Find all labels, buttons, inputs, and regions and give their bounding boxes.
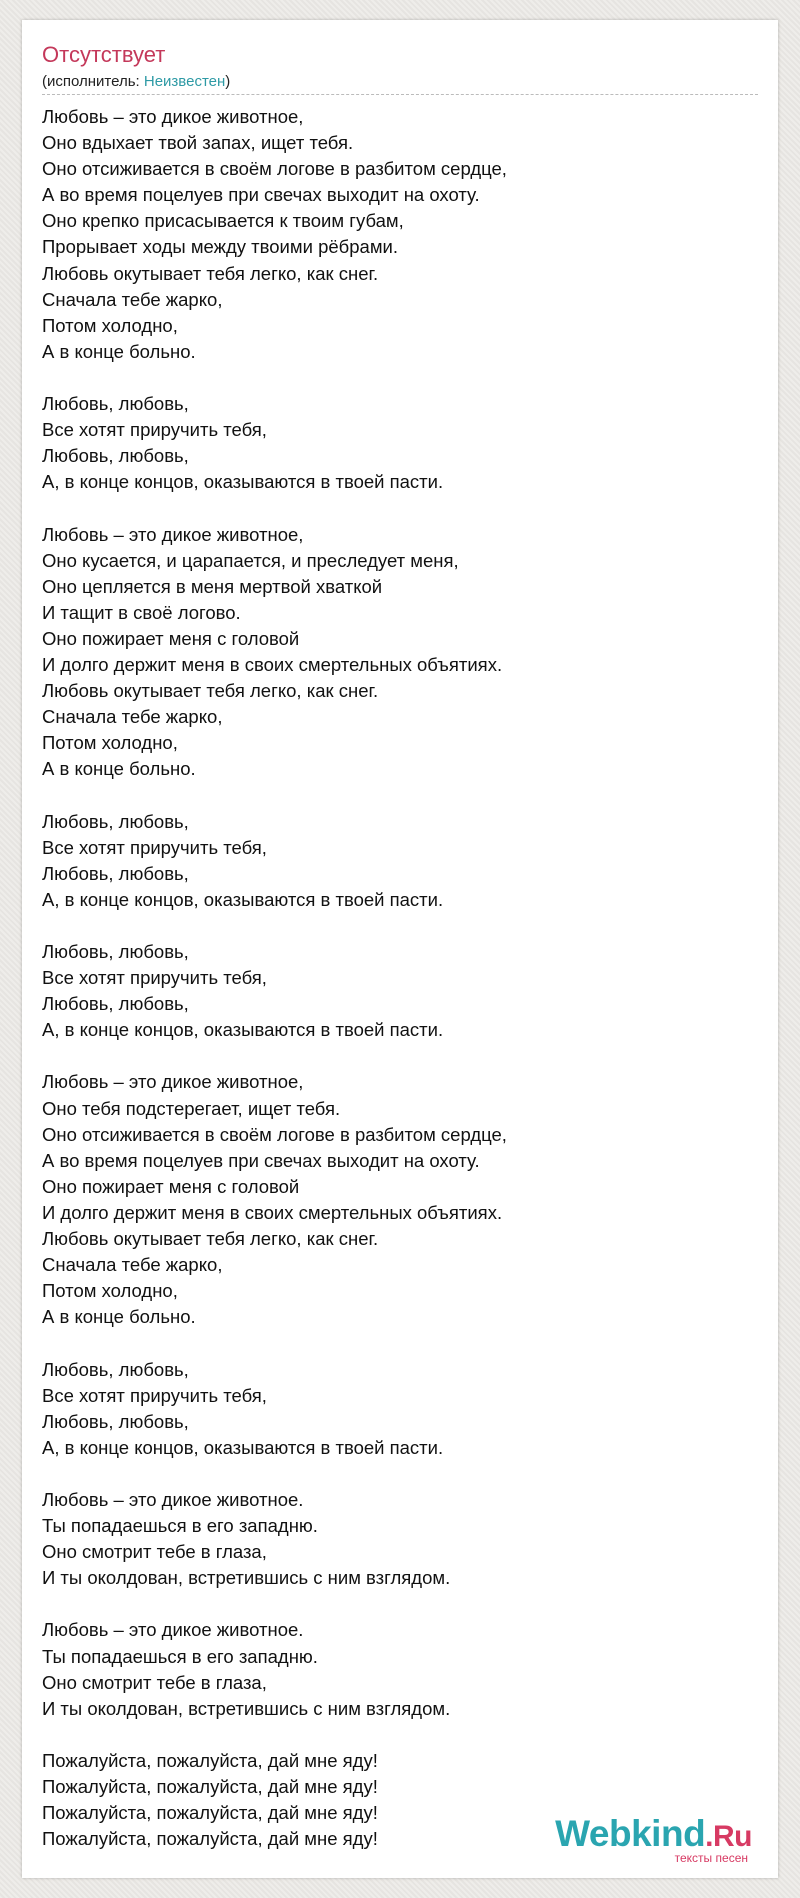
lyric-line: Любовь – это дикое животное.: [42, 1619, 304, 1641]
stanza-break: [42, 1330, 762, 1356]
lyric-line: Любовь, любовь,: [42, 810, 189, 832]
lyric-line: А, в конце концов, оказываются в твоей пасти.: [42, 1019, 444, 1041]
artist-prefix: (исполнитель:: [42, 73, 144, 90]
lyric-line: Любовь, любовь,: [42, 941, 189, 962]
lyrics-card: [22, 20, 778, 1878]
lyric-line: А, в конце концов, оказываются в твоей пасти.: [42, 888, 444, 910]
lyric-line: И ты околдован, встретившись с ним взглядом.: [42, 1697, 451, 1719]
lyric-line: Прорывает ходы между твоими рёбрами.: [42, 236, 399, 258]
stanza-break: [42, 1591, 762, 1617]
lyric-line: Любовь – это дикое животное.: [42, 1488, 304, 1510]
logo-main-text: Webkind: [555, 1813, 706, 1854]
lyric-line: А в конце больно.: [42, 340, 196, 362]
stanza-break: [42, 365, 762, 391]
lyric-line: Ты попадаешься в его западню.: [42, 1645, 318, 1667]
lyric-line: Оно смотрит тебе в глаза,: [42, 1541, 267, 1563]
lyric-line: А, в конце концов, оказываются в твоей пасти.: [42, 471, 444, 493]
lyric-line: Ты попадаешься в его западню.: [42, 1515, 318, 1537]
lyric-line: Пожалуйста, пожалуйста, дай мне яду!: [42, 1828, 378, 1850]
stanza-break: [42, 1043, 762, 1069]
lyric-line: Потом холодно,: [42, 1280, 178, 1302]
lyric-line: Оно пожирает меня с головой: [42, 1175, 300, 1197]
lyric-line: Оно цепляется в меня мертвой хваткой: [42, 575, 383, 597]
logo-domain: .Ru: [705, 1820, 752, 1853]
stanza-break: [42, 913, 762, 939]
lyric-line: Оно тебя подстерегает, ищет тебя.: [42, 1097, 341, 1119]
lyric-line: Оно смотрит тебе в глаза,: [42, 1671, 267, 1693]
lyric-line: И ты околдован, встретившись с ним взглядом.: [42, 1567, 451, 1589]
lyric-line: Сначала тебе жарко,: [42, 1254, 223, 1276]
lyric-line: Любовь, любовь,: [42, 862, 189, 884]
lyric-line: Все хотят приручить тебя,: [42, 419, 267, 441]
lyric-line: Любовь, любовь,: [42, 445, 189, 467]
lyric-line: Любовь окутывает тебя легко, как снег.: [42, 680, 379, 702]
lyric-line: Любовь, любовь,: [42, 993, 189, 1015]
artist-link[interactable]: Неизвестен: [143, 73, 226, 90]
lyric-line: Пожалуйста, пожалуйста, дай мне яду!: [42, 1749, 378, 1771]
lyric-line: Любовь окутывает тебя легко, как снег.: [42, 1228, 379, 1250]
lyric-line: Оно кусается, и царапается, и преследует меня,: [42, 549, 459, 571]
lyric-line: Потом холодно,: [42, 314, 178, 336]
logo-tagline: тексты песен: [674, 1851, 748, 1865]
song-title: Отсутствует: [42, 42, 166, 67]
logo-wordmark: [555, 1815, 752, 1856]
lyric-line: Любовь, любовь,: [42, 393, 189, 415]
lyric-line: Оно отсиживается в своём логове в разбитом сердце,: [42, 1123, 507, 1145]
lyric-line: Любовь, любовь,: [42, 1410, 189, 1432]
lyric-line: Сначала тебе жарко,: [42, 706, 223, 728]
lyric-line: Любовь – это дикое животное,: [42, 1071, 304, 1093]
lyric-line: Оно крепко присасывается к твоим губам,: [42, 210, 404, 232]
stanza-break: [42, 782, 762, 808]
webkind-logo[interactable]: [555, 1815, 752, 1864]
lyric-line: Любовь – это дикое животное,: [42, 106, 304, 127]
lyric-line: Оно отсиживается в своём логове в разбитом сердце,: [42, 158, 507, 180]
stanza-break: [42, 1461, 762, 1487]
lyric-line: Любовь, любовь,: [42, 1358, 189, 1380]
title-divider: [42, 94, 758, 95]
lyric-line: Потом холодно,: [42, 732, 178, 754]
stanza-break: [42, 495, 762, 521]
lyric-line: Любовь окутывает тебя легко, как снег.: [42, 262, 379, 284]
lyric-line: Пожалуйста, пожалуйста, дай мне яду!: [42, 1776, 378, 1797]
lyric-line: А во время поцелуев при свечах выходит на охоту.: [42, 1149, 480, 1171]
lyric-line: И долго держит меня в своих смертельных объятиях.: [42, 653, 503, 675]
lyrics-text: [42, 104, 762, 1852]
artist-suffix: ): [225, 73, 231, 90]
lyric-line: Сначала тебе жарко,: [42, 288, 223, 310]
lyric-line: И долго держит меня в своих смертельных объятиях.: [42, 1201, 503, 1223]
lyric-line: А, в конце концов, оказываются в твоей пасти.: [42, 1436, 444, 1458]
lyric-line: А в конце больно.: [42, 758, 196, 780]
lyric-line: Любовь – это дикое животное,: [42, 523, 304, 545]
lyric-line: Все хотят приручить тебя,: [42, 967, 267, 989]
lyric-line: А во время поцелуев при свечах выходит на охоту.: [42, 184, 480, 206]
lyric-line: Оно пожирает меня с головой: [42, 627, 300, 649]
stanza-break: [42, 1722, 762, 1748]
lyric-line: А в конце больно.: [42, 1306, 196, 1328]
lyric-line: Все хотят приручить тебя,: [42, 1384, 267, 1406]
lyric-line: Все хотят приручить тебя,: [42, 836, 267, 858]
lyric-line: Оно вдыхает твой запах, ищет тебя.: [42, 132, 354, 154]
lyric-line: Пожалуйста, пожалуйста, дай мне яду!: [42, 1802, 378, 1824]
artist-line: [42, 73, 230, 91]
lyric-line: И тащит в своё логово.: [42, 601, 241, 623]
